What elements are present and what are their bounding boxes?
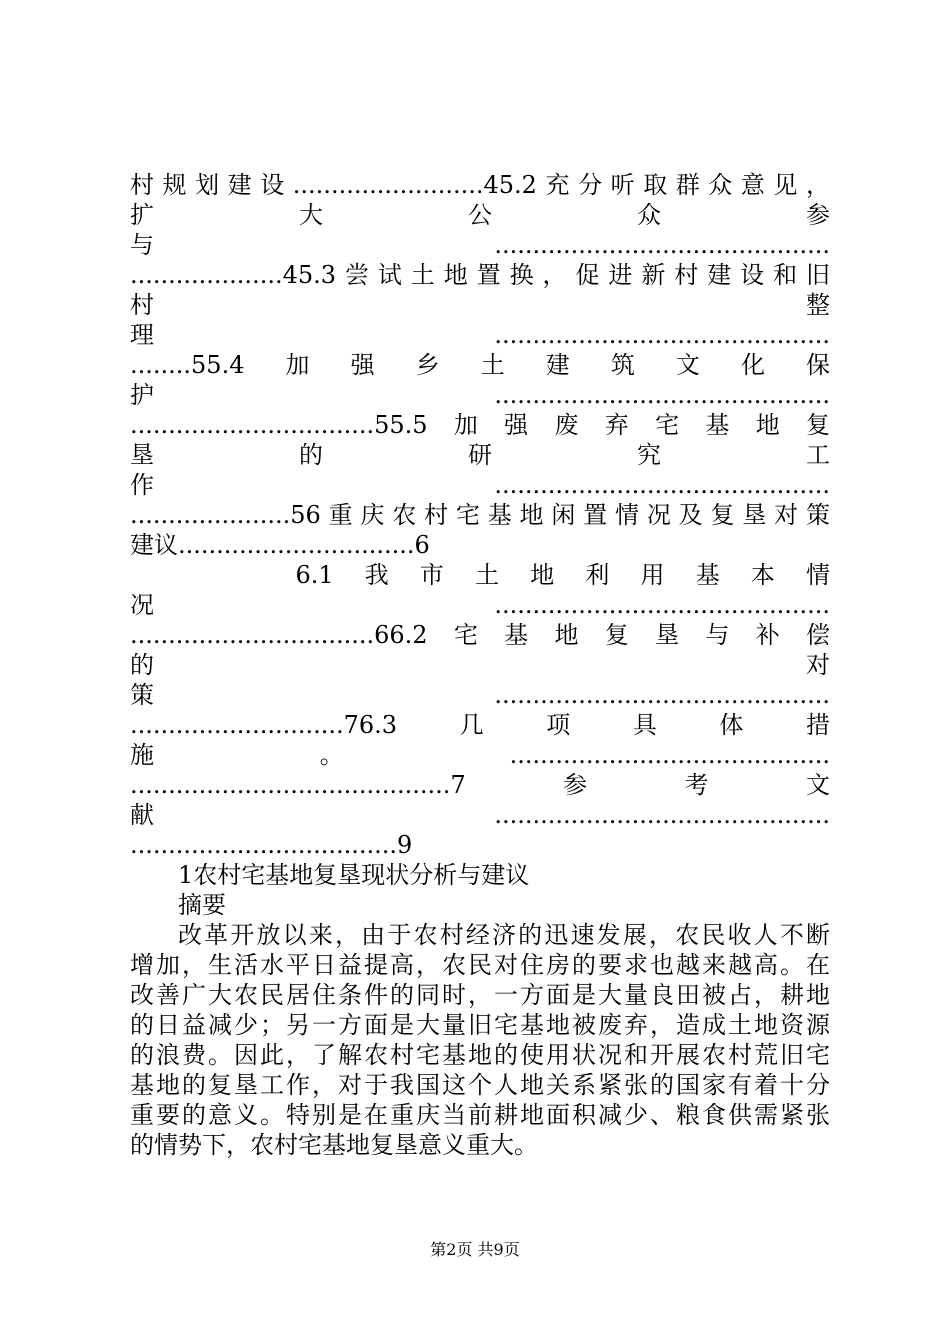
paragraph-line: 改革开放以来，由于农村经济的迅速发展，农民收人不断 <box>178 921 830 949</box>
toc-line: 扩 大 公 众 参 <box>130 201 830 229</box>
toc-line: 施。.......................................... <box>130 741 830 769</box>
paragraph-line: 改善广大农民居住条件的同时，一方面是大量良田被占，耕地 <box>130 981 830 1009</box>
toc-line: 建议...............................6 <box>130 531 430 559</box>
toc-line: ................................66.2宅基地复垦与补偿 <box>130 621 830 649</box>
page-footer: 第2页 共9页 <box>430 1240 520 1259</box>
abstract-body <box>130 920 830 1160</box>
toc-line: ...................................9 <box>130 831 413 859</box>
paragraph-line: 的情势下，农村宅基地复垦意义重大。 <box>130 1131 538 1159</box>
toc-line: ................................55.5加强废弃宅基地复 <box>130 411 830 439</box>
paragraph-line: 的日益减少；另一方面是大量旧宅基地被废弃，造成土地资源 <box>130 1011 830 1039</box>
toc-line: 理............................................ <box>130 321 830 349</box>
toc-line: 作............................................ <box>130 471 830 499</box>
paragraph-line: 重要的意义。特别是在重庆当前耕地面积减少、粮食供需紧张 <box>130 1101 830 1129</box>
toc-line: 献............................................ <box>130 801 830 829</box>
toc-line: 护............................................ <box>130 381 830 409</box>
document-content <box>130 170 830 1160</box>
toc-line: 村 整 <box>130 291 830 319</box>
toc-line: 的 对 <box>130 651 830 679</box>
toc-line: 6.1 我 市 土 地 利 用 基 本 情 <box>130 561 830 589</box>
toc-line: 策............................................ <box>130 681 830 709</box>
abstract-label: 摘要 <box>178 891 226 919</box>
toc-line: .....................56重庆农村宅基地闲置情况及复垦对策 <box>130 501 830 529</box>
toc-line: 况............................................ <box>130 591 830 619</box>
paragraph-line: 的浪费。因此，了解农村宅基地的使用状况和开展农村荒旧宅 <box>130 1041 830 1069</box>
toc-line: 村规划建设.........................45.2充分听取群众意见， <box>130 171 830 199</box>
table-of-contents <box>130 170 830 860</box>
toc-line: 垦 的 研 究 工 <box>130 441 830 469</box>
paragraph-line: 增加，生活水平日益提高，农民对住房的要求也越来越高。在 <box>130 951 830 979</box>
paragraph-line: 基地的复垦工作，对于我国这个人地关系紧张的国家有着十分 <box>130 1071 830 1099</box>
toc-line: ............................76.3 几 项 具 体 措 <box>130 711 830 739</box>
toc-line: 与............................................ <box>130 231 830 259</box>
toc-line: ....................45.3尝试土地置换，促进新村建设和旧 <box>130 261 830 289</box>
section-heading: 1农村宅基地复垦现状分析与建议 <box>178 861 530 889</box>
toc-line: ..........................................7参考文 <box>130 771 830 799</box>
toc-line: ........55.4 加 强 乡 土 建 筑 文 化 保 <box>130 351 830 379</box>
